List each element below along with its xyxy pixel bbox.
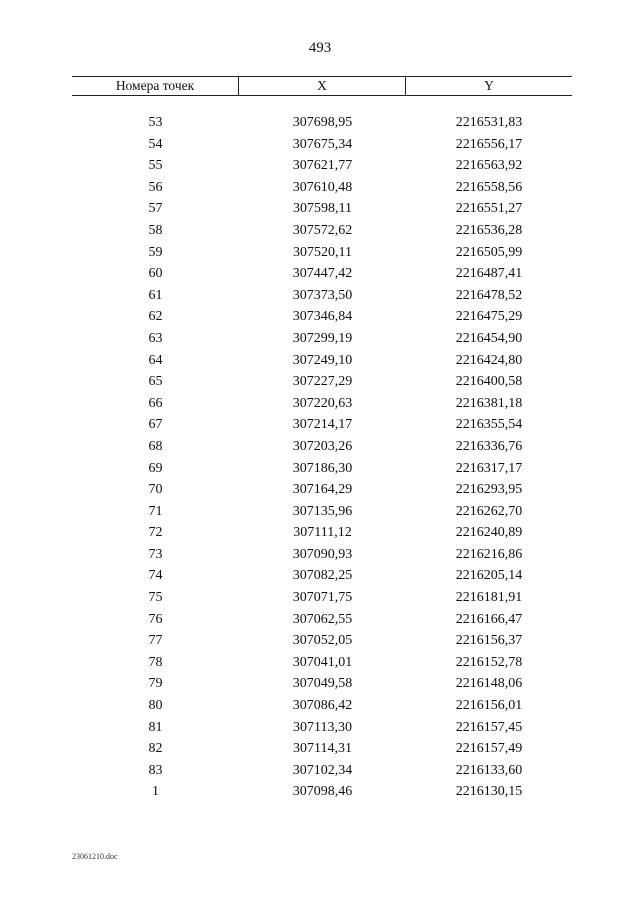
table-row (72, 565, 572, 587)
x-cell: 307113,30 (293, 719, 352, 735)
table-row (72, 198, 572, 220)
table-row (72, 177, 572, 199)
point-number-cell: 83 (148, 762, 163, 778)
x-cell: 307373,50 (292, 287, 353, 303)
x-cell: 307346,84 (292, 309, 353, 325)
x-cell: 307071,75 (292, 590, 353, 606)
x-cell: 307041,01 (292, 654, 353, 670)
table-row (72, 695, 572, 717)
y-cell: 2216166,47 (455, 611, 523, 627)
point-number-cell: 60 (148, 266, 163, 282)
y-cell: 2216475,29 (455, 309, 523, 325)
table-row (72, 630, 572, 652)
x-cell: 307214,17 (292, 417, 353, 433)
y-cell: 2216505,99 (455, 244, 523, 260)
x-cell: 307098,46 (292, 784, 353, 800)
y-cell: 2216400,58 (455, 374, 523, 390)
point-number-cell: 57 (148, 201, 163, 217)
x-cell: 307049,58 (292, 676, 353, 692)
table-row (72, 760, 572, 782)
point-number-cell: 62 (148, 309, 163, 325)
table-row (72, 522, 572, 544)
point-number-cell: 59 (148, 244, 163, 260)
table-row (72, 738, 572, 760)
y-cell: 2216216,86 (455, 546, 523, 562)
y-cell: 2216558,56 (455, 179, 523, 195)
y-cell: 2216205,14 (455, 568, 523, 584)
point-number-cell: 63 (148, 330, 163, 346)
x-cell: 307520,11 (293, 244, 352, 260)
y-cell: 2216156,01 (455, 698, 523, 714)
x-cell: 307227,29 (292, 374, 353, 390)
point-number-cell: 81 (148, 719, 163, 735)
table-row (72, 544, 572, 566)
y-cell: 2216240,89 (455, 525, 523, 541)
point-number-cell: 64 (148, 352, 163, 368)
x-cell: 307220,63 (292, 395, 353, 411)
point-number-cell: 78 (148, 654, 163, 670)
table-row (72, 328, 572, 350)
y-cell: 2216156,37 (455, 633, 523, 649)
table-row (72, 609, 572, 631)
point-number-cell: 55 (148, 158, 163, 174)
point-number-cell: 71 (148, 503, 163, 519)
y-cell: 2216563,92 (455, 158, 523, 174)
table-row (72, 673, 572, 695)
point-number-cell: 72 (148, 525, 163, 541)
point-number-cell: 1 (152, 784, 159, 800)
table-row (72, 242, 572, 264)
x-cell: 307249,10 (292, 352, 353, 368)
x-cell: 307114,31 (293, 741, 352, 757)
table-row (72, 350, 572, 372)
point-number-cell: 56 (148, 179, 163, 195)
x-cell: 307052,05 (292, 633, 353, 649)
table-row (72, 393, 572, 415)
point-number-cell: 80 (148, 698, 163, 714)
point-number-cell: 54 (148, 136, 163, 152)
x-cell: 307447,42 (292, 266, 353, 282)
point-number-cell: 77 (148, 633, 163, 649)
x-cell: 307675,34 (292, 136, 353, 152)
y-cell: 2216293,95 (455, 482, 523, 498)
y-cell: 2216478,52 (455, 287, 523, 303)
table-row (72, 781, 572, 803)
x-cell: 307135,96 (292, 503, 353, 519)
y-cell: 2216157,49 (455, 741, 523, 757)
y-cell: 2216355,54 (455, 417, 523, 433)
table-row (72, 717, 572, 739)
table-row (72, 587, 572, 609)
x-cell: 307111,12 (293, 525, 352, 541)
table-row (72, 263, 572, 285)
y-cell: 2216133,60 (455, 762, 523, 778)
x-cell: 307299,19 (292, 330, 353, 346)
table-row (72, 112, 572, 134)
y-cell: 2216336,76 (455, 438, 523, 454)
header-x: X (239, 77, 406, 95)
table-row (72, 134, 572, 156)
point-number-cell: 68 (148, 438, 163, 454)
table-row (72, 458, 572, 480)
x-cell: 307621,77 (292, 158, 353, 174)
point-number-cell: 82 (148, 741, 163, 757)
table-header (72, 76, 572, 96)
table-row (72, 414, 572, 436)
point-number-cell: 76 (148, 611, 163, 627)
x-cell: 307062,55 (292, 611, 353, 627)
point-number-cell: 65 (148, 374, 163, 390)
x-cell: 307090,93 (292, 546, 353, 562)
x-cell: 307698,95 (292, 115, 353, 130)
point-number-cell: 67 (148, 417, 163, 433)
point-number-cell: 61 (148, 287, 163, 303)
point-number-cell: 53 (148, 115, 163, 130)
point-number-cell: 70 (148, 482, 163, 498)
footer-filename: 23061210.doc (72, 852, 118, 861)
point-number-cell: 79 (148, 676, 163, 692)
y-cell: 2216148,06 (455, 676, 523, 692)
x-cell: 307572,62 (292, 222, 353, 238)
y-cell: 2216381,18 (455, 395, 523, 411)
x-cell: 307164,29 (292, 482, 353, 498)
y-cell: 2216152,78 (455, 654, 523, 670)
y-cell: 2216536,28 (455, 222, 523, 238)
table-row (72, 479, 572, 501)
y-cell: 2216556,17 (455, 136, 523, 152)
y-cell: 2216531,83 (455, 115, 523, 130)
table-row (72, 652, 572, 674)
table-row (72, 371, 572, 393)
x-cell: 307086,42 (292, 698, 353, 714)
point-number-cell: 66 (148, 395, 163, 411)
table-body (72, 112, 572, 803)
table-row (72, 306, 572, 328)
y-cell: 2216181,91 (455, 590, 523, 606)
y-cell: 2216130,15 (455, 784, 523, 800)
y-cell: 2216454,90 (455, 330, 523, 346)
x-cell: 307203,26 (292, 438, 353, 454)
y-cell: 2216487,41 (455, 266, 523, 282)
point-number-cell: 58 (148, 222, 163, 238)
x-cell: 307102,34 (292, 762, 353, 778)
header-y: Y (484, 78, 494, 93)
header-point-number: Номера точек (72, 77, 239, 95)
y-cell: 2216317,17 (455, 460, 523, 476)
table-row (72, 155, 572, 177)
point-number-cell: 75 (148, 590, 163, 606)
x-cell: 307610,48 (292, 179, 353, 195)
x-cell: 307186,30 (292, 460, 353, 476)
page-number: 493 (308, 40, 332, 56)
point-number-cell: 73 (148, 546, 163, 562)
table-row (72, 285, 572, 307)
x-cell: 307598,11 (293, 201, 352, 217)
y-cell: 2216424,80 (455, 352, 523, 368)
x-cell: 307082,25 (292, 568, 353, 584)
table-row (72, 436, 572, 458)
table-row (72, 220, 572, 242)
y-cell: 2216551,27 (455, 201, 523, 217)
point-number-cell: 69 (148, 460, 163, 476)
y-cell: 2216157,45 (455, 719, 523, 735)
y-cell: 2216262,70 (455, 503, 523, 519)
table-row (72, 501, 572, 523)
point-number-cell: 74 (148, 568, 163, 584)
